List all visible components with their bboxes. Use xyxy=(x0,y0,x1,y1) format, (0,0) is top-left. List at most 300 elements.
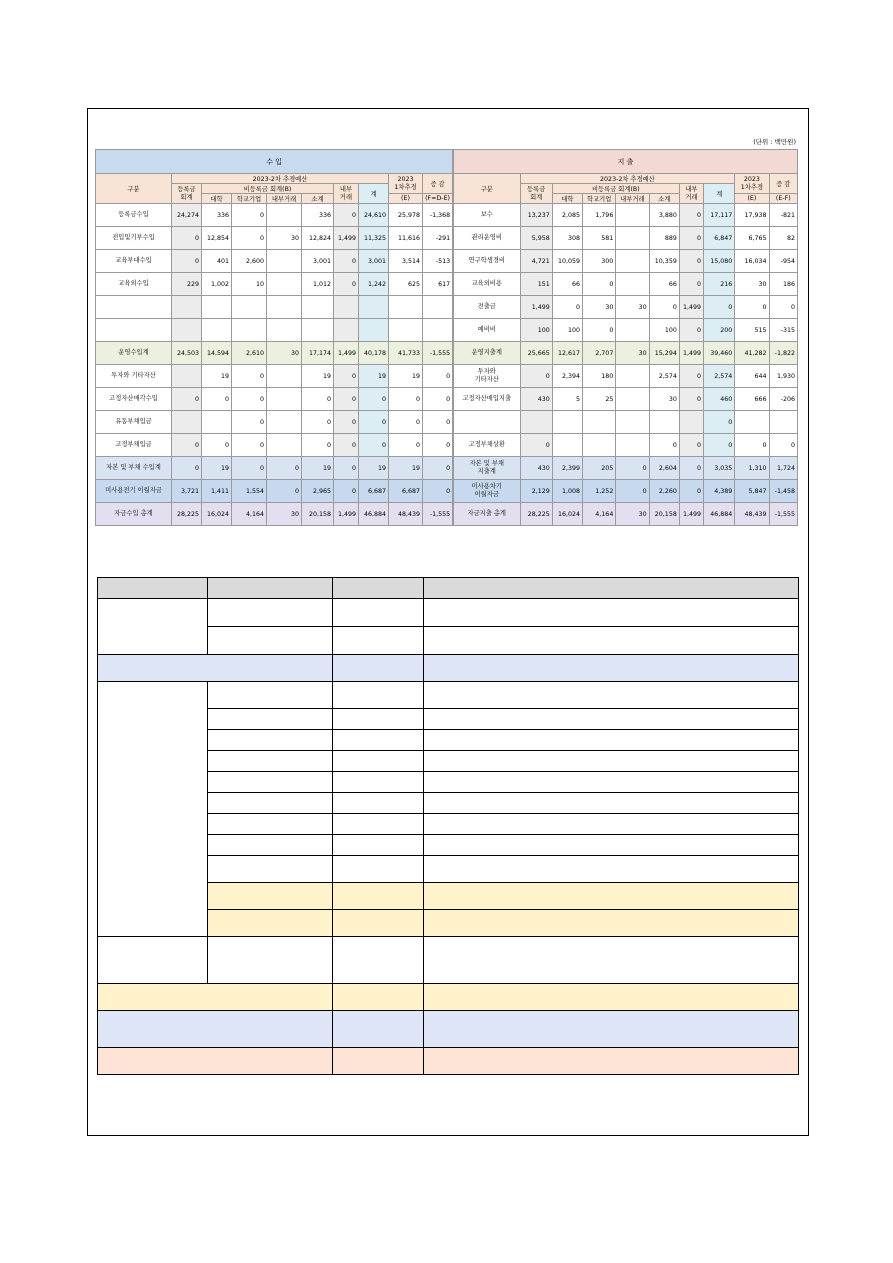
income-cell xyxy=(172,365,202,388)
income-cell: 0 xyxy=(267,457,302,480)
income-cell: 3,001 xyxy=(302,250,334,273)
expense-cell xyxy=(735,411,769,434)
expense-cell: 0 xyxy=(583,319,616,342)
income-internal2-header: 내부 거래 xyxy=(334,184,359,204)
expense-prev-header: 2023 1차추경 xyxy=(735,174,769,194)
income-cell xyxy=(359,296,389,319)
grid-cell xyxy=(208,682,333,709)
expense-cell: 100 xyxy=(649,319,679,342)
expense-row xyxy=(454,273,798,296)
income-cell xyxy=(267,296,302,319)
income-cell: 0 xyxy=(359,434,389,457)
expense-cell: 0 xyxy=(679,273,703,296)
grid-highlight-cell xyxy=(208,883,333,910)
expense-cell: 6,765 xyxy=(735,227,769,250)
expense-cell: 200 xyxy=(704,319,735,342)
income-cell: 0 xyxy=(172,457,202,480)
income-nonreg-header: 비등록금 회계(B) xyxy=(202,184,334,194)
expense-cell: -206 xyxy=(769,388,797,411)
grid-highlight-cell xyxy=(208,910,333,937)
income-cell: 20,158 xyxy=(302,503,334,526)
expense-cell: 1,796 xyxy=(583,204,616,227)
summary-grid-table xyxy=(97,577,799,1075)
income-cell: 17,174 xyxy=(302,342,334,365)
expense-row xyxy=(454,411,798,434)
grid-header-cell xyxy=(208,578,333,599)
grid-cell xyxy=(208,856,333,883)
expense-row xyxy=(454,457,798,480)
income-cell: 1,499 xyxy=(334,227,359,250)
income-cell: 1,411 xyxy=(202,480,232,503)
income-cell: 0 xyxy=(232,388,267,411)
income-row-label: 운영수입계 xyxy=(96,342,172,365)
grid-cell xyxy=(424,814,799,835)
income-cell: 11,616 xyxy=(389,227,423,250)
expense-cell: 39,460 xyxy=(704,342,735,365)
income-cell: -513 xyxy=(423,250,453,273)
grid-highlight-cell xyxy=(424,984,799,1011)
expense-cell: 0 xyxy=(583,273,616,296)
expense-row xyxy=(454,319,798,342)
income-cell xyxy=(267,250,302,273)
expense-cell xyxy=(520,411,552,434)
grid-cell xyxy=(424,772,799,793)
grid-header-cell xyxy=(333,578,424,599)
expense-univ-header: 대학 xyxy=(552,194,582,204)
income-cell: 0 xyxy=(334,273,359,296)
income-total-header: 계 xyxy=(359,184,389,204)
grid-cell xyxy=(208,814,333,835)
grid-cell xyxy=(424,709,799,730)
expense-row-label: 자금지출 총계 xyxy=(454,503,521,526)
income-cell: 336 xyxy=(202,204,232,227)
expense-row-label: 고정자산매입지출 xyxy=(454,388,521,411)
grid-subtotal-cell xyxy=(333,655,424,682)
income-cell: 1,002 xyxy=(202,273,232,296)
income-cell: 0 xyxy=(389,388,423,411)
expense-row xyxy=(454,434,798,457)
expense-cell: 2,085 xyxy=(552,204,582,227)
grid-highlight-cell xyxy=(98,984,333,1011)
expense-cell: 3,035 xyxy=(704,457,735,480)
expense-cell: 2,574 xyxy=(704,365,735,388)
expense-cell xyxy=(616,319,649,342)
expense-cell: 66 xyxy=(649,273,679,296)
income-cell: 3,001 xyxy=(359,250,389,273)
grid-cell xyxy=(424,835,799,856)
expense-cell: 16,024 xyxy=(552,503,582,526)
income-row xyxy=(96,227,453,250)
expense-cell: 0 xyxy=(679,365,703,388)
income-cell: 0 xyxy=(334,434,359,457)
expense-cell: 17,117 xyxy=(704,204,735,227)
expense-cell xyxy=(616,250,649,273)
expense-cell: 30 xyxy=(616,296,649,319)
expense-cell: 30 xyxy=(583,296,616,319)
grid-cell xyxy=(333,627,424,655)
expense-cell: 0 xyxy=(649,296,679,319)
grid-group-cell xyxy=(98,599,208,655)
expense-cell: 430 xyxy=(520,388,552,411)
income-cell: 0 xyxy=(172,227,202,250)
expense-cell: 2,260 xyxy=(649,480,679,503)
income-cell: 625 xyxy=(389,273,423,296)
income-cell: -291 xyxy=(423,227,453,250)
grid-total-cell xyxy=(98,1011,333,1048)
expense-cell xyxy=(616,434,649,457)
expense-cell: 0 xyxy=(769,296,797,319)
income-cell: 30 xyxy=(267,342,302,365)
expense-cell xyxy=(616,365,649,388)
grid-cell xyxy=(424,937,799,984)
expense-cell: -821 xyxy=(769,204,797,227)
expense-row xyxy=(454,342,798,365)
income-cell: 1,012 xyxy=(302,273,334,296)
income-row-label xyxy=(96,296,172,319)
income-cell xyxy=(334,296,359,319)
income-cell: 10 xyxy=(232,273,267,296)
expense-row xyxy=(454,250,798,273)
expense-cell: 2,604 xyxy=(649,457,679,480)
grid-cell xyxy=(333,856,424,883)
income-cell: 0 xyxy=(334,250,359,273)
expense-cell: 0 xyxy=(679,319,703,342)
grid-highlight-cell xyxy=(333,910,424,937)
expense-cell: 0 xyxy=(616,457,649,480)
expense-row-label: 운영지출계 xyxy=(454,342,521,365)
grid-cell xyxy=(333,709,424,730)
income-change-header: 증 감 xyxy=(423,174,453,194)
income-row xyxy=(96,457,453,480)
expense-total-header: 계 xyxy=(704,184,735,204)
grid-cell xyxy=(424,793,799,814)
income-cell: 28,225 xyxy=(172,503,202,526)
income-cell: 0 xyxy=(334,388,359,411)
expense-cell: 66 xyxy=(552,273,582,296)
income-cell: 2,600 xyxy=(232,250,267,273)
income-cell: 19 xyxy=(302,457,334,480)
grid-grand-total-cell xyxy=(333,1048,424,1075)
expense-cell: 1,499 xyxy=(679,342,703,365)
expense-row xyxy=(454,227,798,250)
income-cell xyxy=(389,296,423,319)
income-row-label xyxy=(96,319,172,342)
expense-cell: 82 xyxy=(769,227,797,250)
expense-cell: 4,389 xyxy=(704,480,735,503)
income-row-label: 교육외수입 xyxy=(96,273,172,296)
income-row-label: 자본 및 부채 수입계 xyxy=(96,457,172,480)
income-internal-header: 내부거래 xyxy=(267,194,302,204)
expense-cell: 1,252 xyxy=(583,480,616,503)
grid-cell xyxy=(424,856,799,883)
grid-highlight-cell xyxy=(333,984,424,1011)
income-cell: 0 xyxy=(172,434,202,457)
expense-cell: 581 xyxy=(583,227,616,250)
income-row-label: 등록금수입 xyxy=(96,204,172,227)
expense-cell xyxy=(616,411,649,434)
income-cell: 0 xyxy=(423,480,453,503)
expense-cell: 186 xyxy=(769,273,797,296)
income-cell xyxy=(302,296,334,319)
income-cell: 0 xyxy=(423,365,453,388)
grid-cell xyxy=(208,835,333,856)
income-prev-header: 2023 1차추경 xyxy=(389,174,423,194)
expense-cell: 25,665 xyxy=(520,342,552,365)
grid-cell xyxy=(333,835,424,856)
expense-cell xyxy=(583,434,616,457)
income-subtotal-header: 소계 xyxy=(302,194,334,204)
income-cell: 14,594 xyxy=(202,342,232,365)
income-cell: 0 xyxy=(423,457,453,480)
expense-cell: 0 xyxy=(735,434,769,457)
expense-cell: 180 xyxy=(583,365,616,388)
expense-cell: 2,394 xyxy=(552,365,582,388)
income-cell: 0 xyxy=(232,411,267,434)
grid-grand-total-cell xyxy=(98,1048,333,1075)
income-row xyxy=(96,319,453,342)
income-cell: 1,242 xyxy=(359,273,389,296)
income-row xyxy=(96,411,453,434)
expense-row-label xyxy=(454,411,521,434)
income-row xyxy=(96,365,453,388)
expense-cell: 4,721 xyxy=(520,250,552,273)
expense-cell: 2,707 xyxy=(583,342,616,365)
income-cell: 0 xyxy=(172,388,202,411)
income-regfund-header: 등록금 회계 xyxy=(172,184,202,204)
grid-highlight-cell xyxy=(333,883,424,910)
income-cell xyxy=(202,296,232,319)
grid-cell xyxy=(208,772,333,793)
income-cell: 336 xyxy=(302,204,334,227)
income-row xyxy=(96,434,453,457)
expense-cell: 10,359 xyxy=(649,250,679,273)
expense-cell: 460 xyxy=(704,388,735,411)
expense-cell: 0 xyxy=(704,434,735,457)
income-cell xyxy=(267,365,302,388)
expense-budget-header: 2023-2차 추경예산 xyxy=(520,174,735,184)
expense-cell: 2,574 xyxy=(649,365,679,388)
income-cell: 30 xyxy=(267,227,302,250)
income-cell: 2,965 xyxy=(302,480,334,503)
expense-row xyxy=(454,388,798,411)
expense-cell: 0 xyxy=(679,250,703,273)
income-change-code: (F=D-E) xyxy=(423,194,453,204)
expense-cell: 216 xyxy=(704,273,735,296)
expense-cell: 0 xyxy=(679,480,703,503)
income-cell: 12,854 xyxy=(202,227,232,250)
grid-cell xyxy=(333,814,424,835)
grid-highlight-cell xyxy=(424,883,799,910)
expense-internal2-header: 내부 거래 xyxy=(679,184,703,204)
grid-total-cell xyxy=(333,1011,424,1048)
expense-nonreg-header: 비등록금 회계(B) xyxy=(552,184,679,194)
income-cell: 401 xyxy=(202,250,232,273)
income-cell xyxy=(172,296,202,319)
income-cell: 0 xyxy=(334,365,359,388)
income-cell xyxy=(334,319,359,342)
expense-cell: 1,499 xyxy=(679,503,703,526)
income-cell: 0 xyxy=(202,434,232,457)
income-cell: 617 xyxy=(423,273,453,296)
income-cell: 19 xyxy=(359,365,389,388)
income-cell: 11,325 xyxy=(359,227,389,250)
expense-cell: 0 xyxy=(735,296,769,319)
expense-cell: 30 xyxy=(649,388,679,411)
income-cell: 19 xyxy=(202,365,232,388)
expense-cell: -1,458 xyxy=(769,480,797,503)
expense-cell: 430 xyxy=(520,457,552,480)
expense-cell: 0 xyxy=(679,434,703,457)
grid-cell xyxy=(424,599,799,627)
income-cell: 19 xyxy=(302,365,334,388)
income-cell xyxy=(202,319,232,342)
income-cell xyxy=(267,204,302,227)
grid-cell xyxy=(424,730,799,751)
expense-subtotal-header: 소계 xyxy=(649,194,679,204)
expense-row xyxy=(454,365,798,388)
income-section-title: 수 입 xyxy=(96,150,453,174)
income-cell: 0 xyxy=(334,480,359,503)
income-cell: 0 xyxy=(359,388,389,411)
income-row-label: 투자와 기타자산 xyxy=(96,365,172,388)
income-cell: 0 xyxy=(267,480,302,503)
expense-section-title: 지 출 xyxy=(454,150,798,174)
expense-cell xyxy=(583,411,616,434)
expense-cell: 0 xyxy=(552,296,582,319)
grid-cell xyxy=(208,751,333,772)
expense-cell: 0 xyxy=(520,365,552,388)
income-budget-header: 2023-2차 추경예산 xyxy=(172,174,389,184)
expense-category-header: 구분 xyxy=(454,174,521,204)
expense-cell: 6,847 xyxy=(704,227,735,250)
expense-cell: -315 xyxy=(769,319,797,342)
expense-internal-header: 내부거래 xyxy=(616,194,649,204)
income-cell: 46,884 xyxy=(359,503,389,526)
income-row-label: 고정부채입금 xyxy=(96,434,172,457)
expense-cell: 515 xyxy=(735,319,769,342)
income-cell: 24,274 xyxy=(172,204,202,227)
grid-header-cell xyxy=(98,578,208,599)
income-cell xyxy=(423,296,453,319)
income-cell: 0 xyxy=(302,434,334,457)
income-cell: 40,178 xyxy=(359,342,389,365)
expense-cell: 0 xyxy=(704,296,735,319)
income-cell xyxy=(202,411,232,434)
income-row-label: 미사용전기 이월자금 xyxy=(96,480,172,503)
expense-row xyxy=(454,480,798,503)
grid-cell xyxy=(208,730,333,751)
grid-cell xyxy=(208,627,333,655)
expense-row-label: 교육외비용 xyxy=(454,273,521,296)
income-cell: 12,824 xyxy=(302,227,334,250)
expense-row-label: 고정부채상환 xyxy=(454,434,521,457)
income-cell: 0 xyxy=(302,388,334,411)
income-cell: 30 xyxy=(267,503,302,526)
expense-cell: 308 xyxy=(552,227,582,250)
expense-cell: 0 xyxy=(679,204,703,227)
expense-row-label: 연구학생경비 xyxy=(454,250,521,273)
expense-cell: 1,499 xyxy=(679,296,703,319)
expense-row-label: 전출금 xyxy=(454,296,521,319)
income-cell xyxy=(267,273,302,296)
expense-cell: 12,617 xyxy=(552,342,582,365)
expense-cell: 0 xyxy=(679,227,703,250)
income-row-label: 자금수입 총계 xyxy=(96,503,172,526)
income-cell: 19 xyxy=(389,457,423,480)
income-cell: 48,439 xyxy=(389,503,423,526)
income-cell: 0 xyxy=(334,457,359,480)
income-category-header: 구분 xyxy=(96,174,172,204)
income-cell: 0 xyxy=(389,411,423,434)
income-cell xyxy=(423,319,453,342)
income-cell: 6,687 xyxy=(359,480,389,503)
expense-cell: 2,129 xyxy=(520,480,552,503)
income-cell: 3,721 xyxy=(172,480,202,503)
expense-cell: 10,059 xyxy=(552,250,582,273)
expense-cell: 151 xyxy=(520,273,552,296)
income-cell: 1,554 xyxy=(232,480,267,503)
expense-industry-header: 학교기업 xyxy=(583,194,616,204)
expense-cell: 46,884 xyxy=(704,503,735,526)
expense-cell: -1,822 xyxy=(769,342,797,365)
grid-cell xyxy=(333,772,424,793)
expense-cell xyxy=(616,273,649,296)
income-cell xyxy=(172,411,202,434)
income-table xyxy=(95,149,453,526)
income-cell: 16,024 xyxy=(202,503,232,526)
income-cell xyxy=(232,296,267,319)
income-cell: 0 xyxy=(423,434,453,457)
expense-row-label: 관리운영비 xyxy=(454,227,521,250)
expense-cell: 25 xyxy=(583,388,616,411)
income-cell: 4,164 xyxy=(232,503,267,526)
income-row xyxy=(96,250,453,273)
income-row-label: 전입및기부수입 xyxy=(96,227,172,250)
expense-cell: 1,499 xyxy=(520,296,552,319)
expense-cell xyxy=(616,227,649,250)
income-row xyxy=(96,480,453,503)
grid-total-cell xyxy=(424,1011,799,1048)
grid-cell xyxy=(208,599,333,627)
expense-cell: 1,724 xyxy=(769,457,797,480)
income-univ-header: 대학 xyxy=(202,194,232,204)
income-cell: -1,555 xyxy=(423,503,453,526)
expense-cell: 0 xyxy=(769,434,797,457)
expense-cell: -1,555 xyxy=(769,503,797,526)
expense-cell: 889 xyxy=(649,227,679,250)
income-cell: 3,514 xyxy=(389,250,423,273)
expense-cell: -954 xyxy=(769,250,797,273)
expense-cell: 1,008 xyxy=(552,480,582,503)
income-cell: 0 xyxy=(232,204,267,227)
income-cell: 0 xyxy=(359,411,389,434)
grid-group-cell xyxy=(98,682,208,937)
income-cell: 0 xyxy=(334,204,359,227)
expense-cell: 1,930 xyxy=(769,365,797,388)
income-cell xyxy=(267,319,302,342)
expense-regfund-header: 등록금 회계 xyxy=(520,184,552,204)
expense-row xyxy=(454,204,798,227)
income-prev-code: (E) xyxy=(389,194,423,204)
income-cell: 0 xyxy=(232,434,267,457)
income-cell xyxy=(267,411,302,434)
expense-row xyxy=(454,296,798,319)
income-cell: 229 xyxy=(172,273,202,296)
income-cell: 0 xyxy=(202,388,232,411)
income-cell: 1,499 xyxy=(334,342,359,365)
expense-cell xyxy=(649,411,679,434)
expense-cell: 300 xyxy=(583,250,616,273)
